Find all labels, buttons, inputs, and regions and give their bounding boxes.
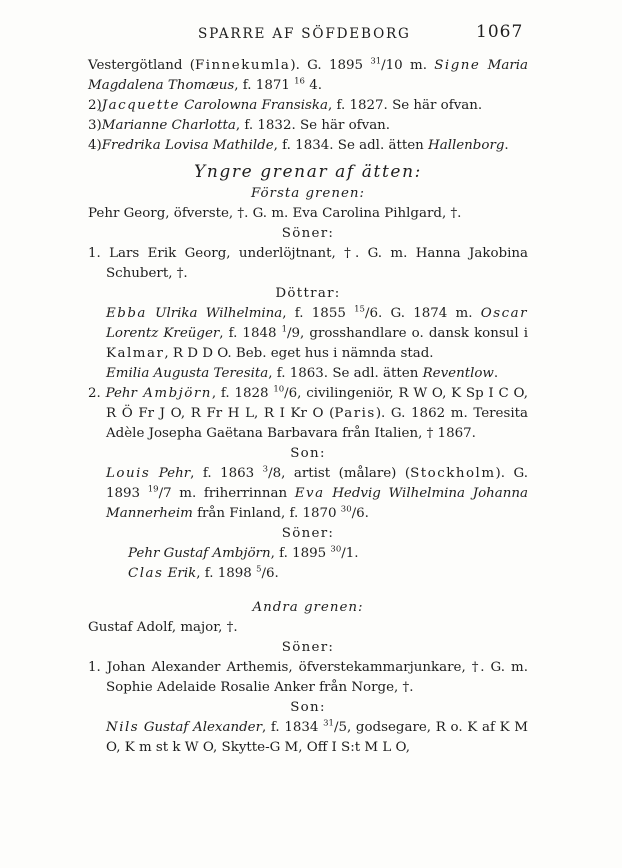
first-branch-heading: Första grenen: (250, 186, 366, 201)
entry-fredrika: 4)Fredrika Lovisa Mathilde, f. 1834. Se adl. ätten Hallenborg. (88, 138, 509, 153)
entry-emilia: Emilia Augusta Teresita, f. 1863. Se adl. ätten Reventlow. (106, 366, 499, 381)
entry-vestergotland: Vestergötland (Finnekumla). G. 1895 $^{31}$/10 m. Signe Maria Magdalena Thomæus, f. 1871 $^{16}$ 4. (88, 56, 528, 93)
running-title: SPARRE AF SÖFDEBORG (198, 26, 411, 42)
entry-lars: 1. Lars Erik Georg, underlöjtnant, †. G. m. Hanna Jakobina Schubert, †. (88, 246, 528, 281)
entry-pehr-ambjorn: 2. Pehr Ambjörn, f. 1828 $^{10}$/6, civilingeniör, R W O, K Sp I C O, R Ö Fr J O, R Fr H L, R I Kr O (Paris). G. 1862 m. Teresita Adèle Josepha Gaëtana Barbavara från Italien, † 1867. (88, 384, 528, 441)
entry-jacquette: 2)Jacquette Carolowna Fransiska, f. 1827. Se här ofvan. (88, 98, 483, 113)
entry-marianne: 3)Marianne Charlotta, f. 1832. Se här ofvan. (88, 118, 391, 133)
running-header (0, 20, 622, 46)
entry-louis: Louis Pehr, f. 1863 $^3$/8, artist (målare) (Stockholm). G. 1893 $^{19}$/7 m. friherrinnan Eva Hedvig Wilhelmina Johanna Mannerheim från Finland, f. 1870 $^{30}$/6. (106, 464, 528, 521)
entry-clas: Clas Erik, f. 1898 $^5$/6. (128, 564, 279, 581)
page-number: 1067 (476, 22, 524, 42)
dottrar-label: Döttrar: (275, 286, 341, 301)
son-label-2: Son: (290, 700, 326, 715)
entry-pehr-gustaf: Pehr Gustaf Ambjörn, f. 1895 $^{30}$/1. (128, 544, 359, 561)
entry-gustaf-adolf: Gustaf Adolf, major, †. (88, 620, 238, 635)
second-branch-heading: Andra grenen: (252, 600, 364, 615)
entry-nils: Nils Gustaf Alexander, f. 1834 $^{31}$/5, godsegare, R o. K af K M O, K m st k W O, Skytte-G M, Off I S:t M L O, (106, 718, 529, 755)
entry-johan: 1. Johan Alexander Arthemis, öfverstekammarjunkare, †. G. m. Sophie Adelaide Rosalie Anker från Norge, †. (88, 660, 528, 695)
entry-pehr-georg: Pehr Georg, öfverste, †. G. m. Eva Carolina Pihlgard, †. (88, 206, 462, 221)
entry-ebba: Ebba Ulrika Wilhelmina, f. 1855 $^{15}$/6. G. 1874 m. Oscar Lorentz Kreüger, f. 1848 $^1$/9, grosshandlare o. dansk konsul i Kalmar, R D D O. Beb. eget hus i nämnda stad. (106, 304, 529, 361)
page-body (88, 56, 528, 758)
son-label: Son: (290, 446, 326, 461)
soner-label-3: Söner: (281, 640, 335, 655)
soner-label: Söner: (281, 226, 335, 241)
section-heading: Yngre grenar af ätten: (194, 162, 422, 182)
soner-label-2: Söner: (281, 526, 335, 541)
